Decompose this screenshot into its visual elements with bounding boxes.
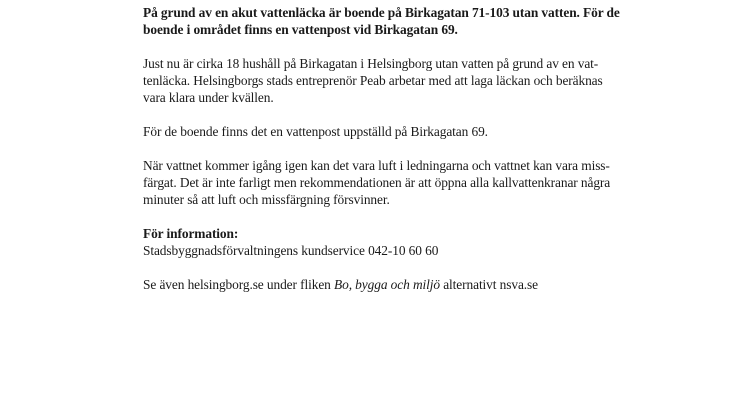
- see-also-paragraph: [143, 276, 613, 293]
- see-also-suffix: alternativt nsva.se: [439, 277, 538, 292]
- lead-line: boende i området finns en vattenpost vid Birkagatan 69.: [143, 22, 458, 37]
- paragraph-line: färgat. Det är inte farligt men rekommendationen är att öppna alla kallvattenkranar några: [143, 175, 611, 190]
- press-release-body: [143, 4, 620, 293]
- paragraph-line: minuter så att luft och missfärgning försvinner.: [143, 192, 390, 207]
- paragraph-line: vara klara under kvällen.: [143, 90, 274, 105]
- paragraph-line: tenläcka. Helsingborgs stads entreprenör Peab arbetar med att laga läckan och beräknas: [143, 73, 603, 88]
- lead-paragraph: [143, 4, 620, 38]
- lead-line: På grund av en akut vattenläcka är boende på Birkagatan 71-103 utan vatten. För de: [143, 5, 620, 20]
- paragraph-line: När vattnet kommer igång igen kan det vara luft i ledningarna och vattnet kan vara miss-: [143, 158, 610, 173]
- see-also-line: [143, 276, 613, 293]
- paragraph-line: För de boende finns det en vattenpost uppställd på Birkagatan 69.: [143, 124, 488, 139]
- contact-info: [143, 225, 613, 259]
- paragraph-line: Just nu är cirka 18 hushåll på Birkagatan i Helsingborg utan vatten på grund av en vat-: [143, 56, 599, 71]
- paragraph-situation: [143, 55, 613, 106]
- see-also-prefix: Se även helsingborg.se under fliken: [143, 277, 335, 292]
- see-also-emphasis: Bo, bygga och miljö: [334, 277, 440, 292]
- paragraph-water-post: [143, 123, 613, 140]
- paragraph-advice: [143, 157, 613, 208]
- contact-line: Stadsbyggnadsförvaltningens kundservice 042-10 60 60: [143, 243, 439, 258]
- contact-heading: För information:: [143, 226, 239, 241]
